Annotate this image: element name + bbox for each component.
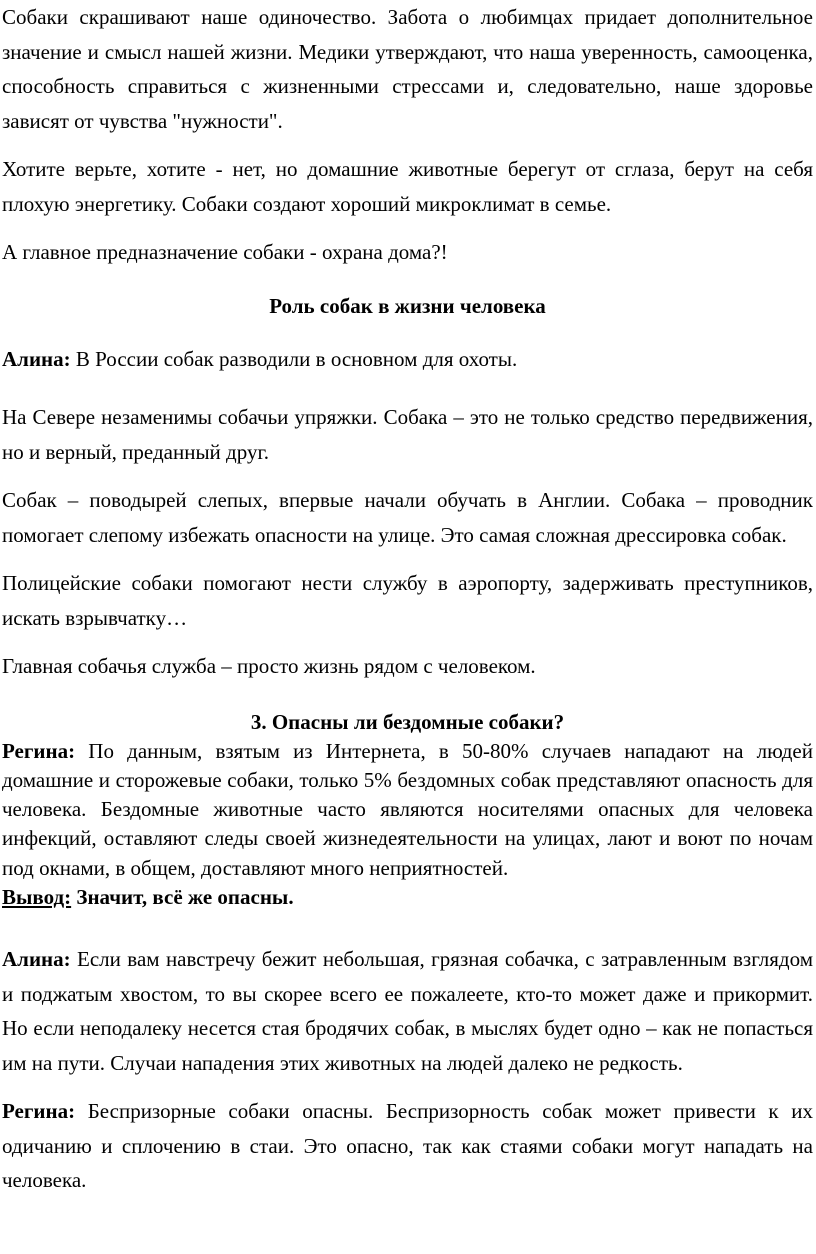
- speaker-text: Если вам навстречу бежит небольшая, грязная собачка, с затравленным взглядом и поджатым хвостом, то вы скорее всего ее пожалеете, кто-то может даже и прикормит. Но если неподалеку несется стая бродячих собак, в мыслях будет одно – как не попасться им на пути. Случаи нападения этих животных на людей далеко не редкость.: [2, 947, 813, 1075]
- speaker-text: По данным, взятым из Интернета, в 50-80% случаев нападают на людей домашние и сторожевые собаки, только 5% бездомных собак представляют опасность для человека. Бездомные животные часто являются носителями опасных для человека инфекций, оставляют следы своей жизнедеятельности на улицах, лают и воют по ночам под окнами, в общем, доставляют много неприятностей.: [2, 738, 813, 880]
- speaker-paragraph-alina-2: [2, 942, 813, 1080]
- paragraph-police-dogs: Полицейские собаки помогают нести службу в аэропорту, задерживать преступников, искать взрывчатку…: [2, 571, 813, 630]
- speaker-text: Беспризорные собаки опасны. Беспризорность собак может привести к их одичанию и сплочению в стаи. Это опасно, так как стаями собаки могут нападать на человека.: [2, 1099, 813, 1193]
- conclusion-line: [2, 883, 813, 912]
- speaker-paragraph-regina-2: [2, 1094, 813, 1198]
- intro-paragraph-2: Хотите верьте, хотите - нет, но домашние животные берегут от сглаза, берут на себя плохую энергетику. Собаки создают хороший микроклимат в семье.: [2, 157, 813, 216]
- speaker-label: Алина:: [2, 346, 71, 371]
- speaker-paragraph-regina-1: [2, 737, 813, 883]
- speaker-label: Регина:: [2, 1099, 76, 1124]
- section-heading-role: Роль собак в жизни человека: [269, 293, 546, 318]
- speaker-label: Алина:: [2, 947, 71, 972]
- speaker-text: В России собак разводили в основном для охоты.: [70, 346, 518, 371]
- intro-paragraph-3: А главное предназначение собаки - охрана дома?!: [2, 240, 448, 264]
- speaker-paragraph-alina-1: [2, 342, 813, 377]
- paragraph-north: На Севере незаменимы собачьи упряжки. Собака – это не только средство передвижения, но и верный, преданный друг.: [2, 405, 813, 464]
- conclusion-label: Вывод:: [2, 884, 72, 909]
- paragraph-main-service: Главная собачья служба – просто жизнь рядом с человеком.: [2, 654, 536, 678]
- section-heading-stray-dogs: 3. Опасны ли бездомные собаки?: [250, 709, 565, 734]
- speaker-label: Регина:: [2, 738, 76, 763]
- paragraph-guide-dogs: Собак – поводырей слепых, впервые начали обучать в Англии. Собака – проводник помогает слепому избежать опасности на улице. Это самая сложная дрессировка собак.: [2, 488, 813, 547]
- conclusion-text: Значит, всё же опасны.: [71, 884, 294, 909]
- intro-paragraph-1: Собаки скрашивают наше одиночество. Забота о любимцах придает дополнительное значение и смысл нашей жизни. Медики утверждают, что наша уверенность, самооценка, способность справиться с жизненными стрессами и, следовательно, наше здоровье зависят от чувства "нужности".: [2, 5, 813, 133]
